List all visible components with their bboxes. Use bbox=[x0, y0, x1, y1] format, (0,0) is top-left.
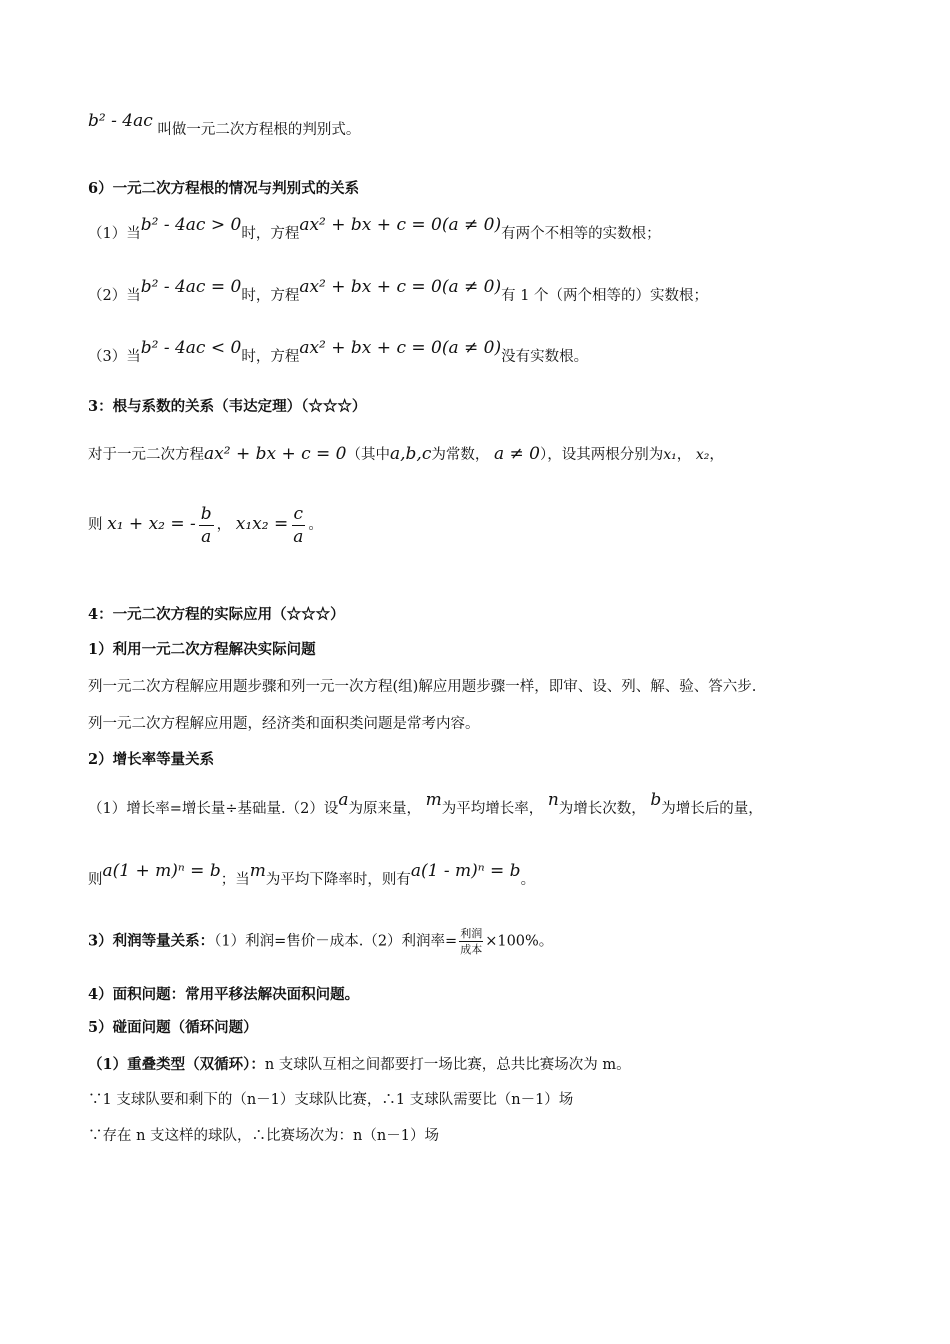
growth-n: n bbox=[547, 790, 559, 810]
vieta-condition: a ≠ 0 bbox=[493, 444, 540, 464]
vieta-equation: ax² + bx + c = 0 bbox=[204, 444, 347, 464]
case3-equation: ax² + bx + c = 0(a ≠ 0) bbox=[299, 338, 502, 358]
growth-text5: 为增长后的量， bbox=[661, 801, 763, 817]
growth-text3: 为平均增长率， bbox=[441, 801, 544, 817]
application-sub2: 2）增长率等量关系 bbox=[88, 751, 215, 768]
application-p2: 列一元二次方程解应用题，经济类和面积类问题是常考内容。 bbox=[88, 716, 480, 732]
growth2-end: 。 bbox=[520, 872, 536, 888]
section6-heading: 6）一元二次方程根的情况与判别式的关系 bbox=[88, 180, 360, 197]
discriminant-line bbox=[88, 111, 910, 141]
case3-result: 没有实数根。 bbox=[501, 349, 589, 365]
case3-condition: b² - 4ac < 0 bbox=[140, 338, 242, 358]
vieta-sep: ， bbox=[676, 447, 692, 463]
profit-text1: （1）利润=售价－成本.（2）利润率= bbox=[214, 933, 458, 950]
application-sub1: 1）利用一元二次方程解决实际问题 bbox=[88, 641, 316, 658]
growth-formula-decrease: a(1 - m)ⁿ = b bbox=[410, 861, 521, 881]
reason1-line: ∵1 支球队要和剩下的（n－1）支球队比赛，∴1 支球队需要比（n－1）场 bbox=[88, 1092, 574, 1108]
profit-denominator: 成本 bbox=[460, 943, 483, 956]
vieta-vars: a,b,c bbox=[390, 444, 432, 464]
fraction-denominator-a2: a bbox=[293, 526, 304, 547]
vieta-end: ， bbox=[709, 447, 724, 463]
application-p1: 列一元二次方程解应用题步骤和列一元一次方程(组)解应用题步骤一样，即审、设、列、解、验、答六步. bbox=[88, 679, 757, 695]
case1-condition: b² - 4ac > 0 bbox=[140, 215, 242, 235]
meeting-problem-heading: 5）碰面问题（循环问题） bbox=[88, 1019, 258, 1036]
case3-prefix: （3）当 bbox=[88, 349, 141, 365]
fraction-numerator-b: b bbox=[200, 503, 212, 524]
vieta-intro-prefix: 对于一元二次方程 bbox=[88, 447, 204, 463]
fraction-numerator-c: c bbox=[293, 503, 304, 524]
vieta-paren: （其中 bbox=[346, 447, 390, 463]
profit-numerator: 利润 bbox=[460, 927, 483, 940]
reason2-line: ∵存在 n 支这样的球队，∴比赛场次为：n（n－1）场 bbox=[88, 1128, 439, 1144]
case1-prefix: （1）当 bbox=[88, 226, 141, 242]
vieta-x2: x₂ bbox=[695, 447, 710, 463]
profit-line bbox=[88, 926, 910, 957]
growth-formula-line bbox=[88, 861, 910, 891]
case2-condition: b² - 4ac = 0 bbox=[140, 277, 242, 297]
vieta-const-text: 为常数， bbox=[431, 447, 490, 463]
case2-mid: 时，方程 bbox=[241, 288, 300, 304]
case1-equation: ax² + bx + c = 0(a ≠ 0) bbox=[299, 215, 502, 235]
case3-mid: 时，方程 bbox=[241, 349, 300, 365]
application-heading: 4：一元二次方程的实际应用（☆☆☆） bbox=[88, 606, 345, 623]
case2-result: 有 1 个（两个相等的）实数根； bbox=[501, 288, 709, 304]
vieta-roots-text: ），设其两根分别为 bbox=[539, 447, 664, 463]
vieta-heading: 3：根与系数的关系（韦达定理）（☆☆☆） bbox=[88, 398, 367, 415]
fraction-denominator-a: a bbox=[201, 526, 212, 547]
profit-fraction bbox=[459, 926, 483, 957]
vieta-product-lhs: x₁x₂ = bbox=[235, 514, 289, 534]
overlap-text: n 支球队互相之间都要打一场比赛，总共比赛场次为 m。 bbox=[264, 1057, 631, 1073]
vieta-period: 。 bbox=[308, 517, 323, 533]
growth-a: a bbox=[338, 790, 349, 810]
case3-line bbox=[88, 338, 910, 368]
growth-line bbox=[88, 790, 910, 820]
growth2-text1: ；当 bbox=[220, 872, 250, 888]
growth-text1: （1）增长率=增长量÷基础量.（2）设 bbox=[88, 801, 339, 817]
vieta-formulas bbox=[88, 502, 910, 548]
vieta-sum-fraction bbox=[199, 503, 214, 548]
overlap-heading: （1）重叠类型（双循环）： bbox=[88, 1056, 265, 1073]
growth2-m: m bbox=[249, 861, 266, 881]
discriminant-formula: b² - 4ac bbox=[88, 111, 153, 131]
profit-text2: ×100%。 bbox=[485, 933, 554, 950]
profit-heading: 3）利润等量关系： bbox=[88, 932, 215, 950]
vieta-x1: x₁ bbox=[663, 447, 677, 463]
case2-equation: ax² + bx + c = 0(a ≠ 0) bbox=[299, 277, 502, 297]
growth-b: b bbox=[650, 790, 662, 810]
area-problem: 4）面积问题：常用平移法解决面积问题。 bbox=[88, 986, 360, 1003]
growth-text2: 为原来量， bbox=[348, 801, 421, 817]
vieta-product-fraction bbox=[291, 503, 305, 548]
discriminant-text: 叫做一元二次方程根的判别式。 bbox=[157, 122, 361, 138]
growth-formula-increase: a(1 + m)ⁿ = b bbox=[102, 861, 221, 881]
growth-m: m bbox=[425, 790, 442, 810]
case1-line bbox=[88, 215, 910, 245]
overlap-line bbox=[88, 1054, 910, 1076]
vieta-sum-lhs: x₁ + x₂ = - bbox=[107, 514, 196, 534]
vieta-then: 则 bbox=[88, 517, 103, 533]
growth-text4: 为增长次数， bbox=[558, 801, 646, 817]
case2-line bbox=[88, 277, 910, 307]
case1-mid: 时，方程 bbox=[241, 226, 300, 242]
case1-result: 有两个不相等的实数根； bbox=[501, 226, 661, 242]
vieta-intro bbox=[88, 443, 910, 466]
growth2-text2: 为平均下降率时，则有 bbox=[265, 872, 411, 888]
growth2-then: 则 bbox=[88, 872, 103, 888]
vieta-comma: ， bbox=[216, 517, 232, 533]
case2-prefix: （2）当 bbox=[88, 288, 141, 304]
